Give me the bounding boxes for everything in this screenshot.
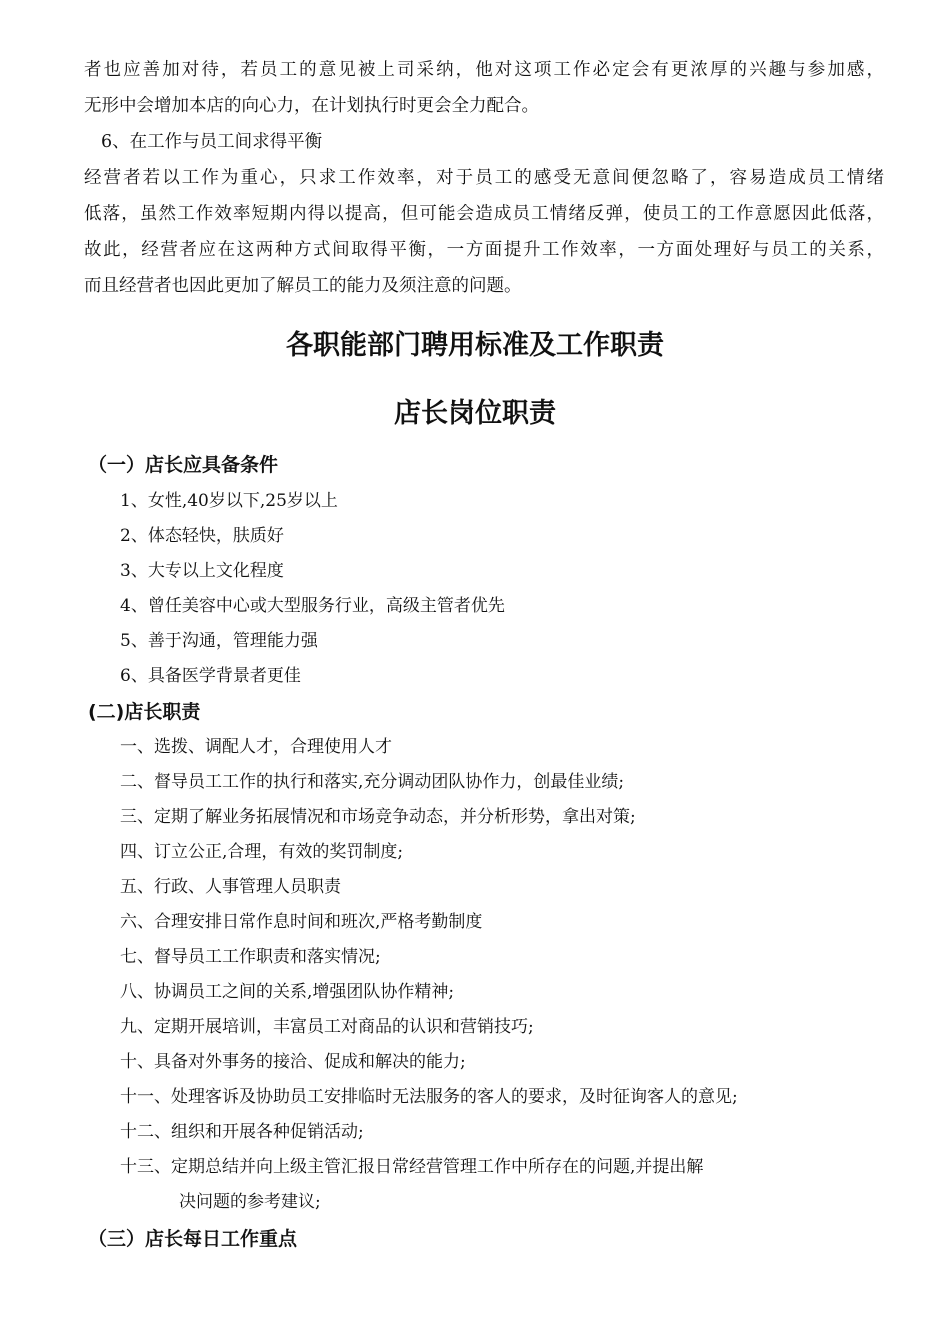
section3-heading: （三）店长每日工作重点 <box>88 1228 298 1250</box>
list-item: 九、定期开展培训，丰富员工对商品的认识和营销技巧; <box>120 1017 534 1037</box>
intro-paragraph-line: 低落，虽然工作效率短期内得以提高，但可能会造成员工情绪反弹，使员工的工作意愿因此低落， <box>84 204 884 224</box>
intro-paragraph-line: 无形中会增加本店的向心力，在计划执行时更会全力配合。 <box>84 96 539 116</box>
list-item: 3、大专以上文化程度 <box>120 561 284 581</box>
intro-paragraph-line: 故此，经营者应在这两种方式间取得平衡，一方面提升工作效率，一方面处理好与员工的关系， <box>84 240 884 260</box>
list-item: 十一、处理客诉及协助员工安排临时无法服务的客人的要求，及时征询客人的意见; <box>120 1087 738 1107</box>
list-item: 一、选拨、调配人才，合理使用人才 <box>120 737 392 757</box>
list-item: 二、督导员工工作的执行和落实,充分调动团队协作力，创最佳业绩; <box>120 772 625 792</box>
section1-list <box>120 484 505 694</box>
list-item: 1、女性,40岁以下,25岁以上 <box>120 491 338 511</box>
section1-heading: （一）店长应具备条件 <box>88 454 279 476</box>
list-item: 6、具备医学背景者更佳 <box>120 666 301 686</box>
list-item: 三、定期了解业务拓展情况和市场竞争动态，并分析形势，拿出对策; <box>120 807 636 827</box>
intro-paragraph-line: 经营者若以工作为重心，只求工作效率，对于员工的感受无意间便忽略了，容易造成员工情绪 <box>84 168 884 188</box>
list-item: 4、曾任美容中心或大型服务行业，高级主管者优先 <box>120 596 505 616</box>
list-item: 5、善于沟通，管理能力强 <box>120 631 318 651</box>
list-item: 七、督导员工工作职责和落实情况; <box>120 947 381 967</box>
document-title: 各职能部门聘用标准及工作职责 <box>286 330 664 361</box>
intro-paragraph-line: 而且经营者也因此更加了解员工的能力及须注意的问题。 <box>84 276 522 296</box>
list-item: 八、协调员工之间的关系,增强团队协作精神; <box>120 982 455 1002</box>
list-item: 四、订立公正,合理，有效的奖罚制度; <box>120 842 404 862</box>
list-item: 十、具备对外事务的接洽、促成和解决的能力; <box>120 1052 466 1072</box>
list-item: 2、体态轻快，肤质好 <box>120 526 284 546</box>
list-item: 五、行政、人事管理人员职责 <box>120 877 341 897</box>
intro-subheading: 6、在工作与员工间求得平衡 <box>101 132 323 152</box>
section2-heading: (二)店长职责 <box>88 701 201 723</box>
intro-text <box>84 52 884 304</box>
section-title: 店长岗位职责 <box>394 398 556 429</box>
intro-paragraph-line: 者也应善加对待，若员工的意见被上司采纳，他对这项工作必定会有更浓厚的兴趣与参加感， <box>84 60 884 80</box>
list-item: 十三、定期总结并向上级主管汇报日常经营管理工作中所存在的问题,并提出解 <box>120 1157 704 1177</box>
list-item: 六、合理安排日常作息时间和班次,严格考勤制度 <box>120 912 483 932</box>
list-item: 十二、组织和开展各种促销活动; <box>120 1122 364 1142</box>
section2-list <box>120 730 738 1220</box>
list-item-continuation: 决问题的参考建议; <box>179 1192 321 1212</box>
